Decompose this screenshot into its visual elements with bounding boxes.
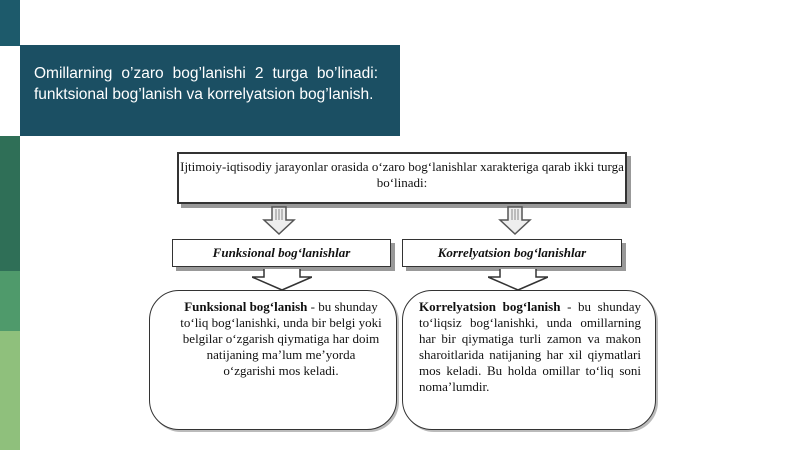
correlation-link-term: Korrelyatsion bog‘lanish — [419, 299, 561, 314]
callout-pointer-left-icon — [252, 269, 312, 291]
correlation-link-text: - bu shunday to‘liqsiz bog‘lanishki, unda omillarning har bir qiymatiga turli zamon va makon sharoitlarida natijaning har xil qiymatlari mos keladi. Bu holda omillar to‘liq soni noma’lumdir. — [419, 299, 641, 394]
down-arrow-right-icon — [498, 206, 532, 236]
diagram-top-box: Ijtimoiy-iqtisodiy jarayonlar orasida o‘zaro bog‘lanishlar xarakteriga qarab ikki turga bo‘linadi: — [177, 152, 627, 204]
slide-title-text: Omillarning o’zaro bog’lanishi 2 turga bo’linadi: funktsional bog’lanish va korrelyatsion bog’lanish. — [34, 65, 378, 103]
down-arrow-left-icon — [262, 206, 296, 236]
functional-link-text: - bu shunday to‘liq bog‘lanishki, unda bir belgi yoki belgilar o‘zgarish qiymatiga har doim natijaning ma’lum me’yorda o‘zgarishi mos keladi. — [180, 299, 382, 378]
correlation-link-definition — [402, 290, 656, 430]
callout-pointer-right-icon — [488, 269, 548, 291]
functional-link-definition — [149, 290, 397, 430]
functional-link-term: Funksional bog‘lanish — [184, 299, 308, 314]
functional-links-header: Funksional bog‘lanishlar — [172, 239, 391, 267]
correlation-links-header: Korrelyatsion bog‘lanishlar — [402, 239, 622, 267]
